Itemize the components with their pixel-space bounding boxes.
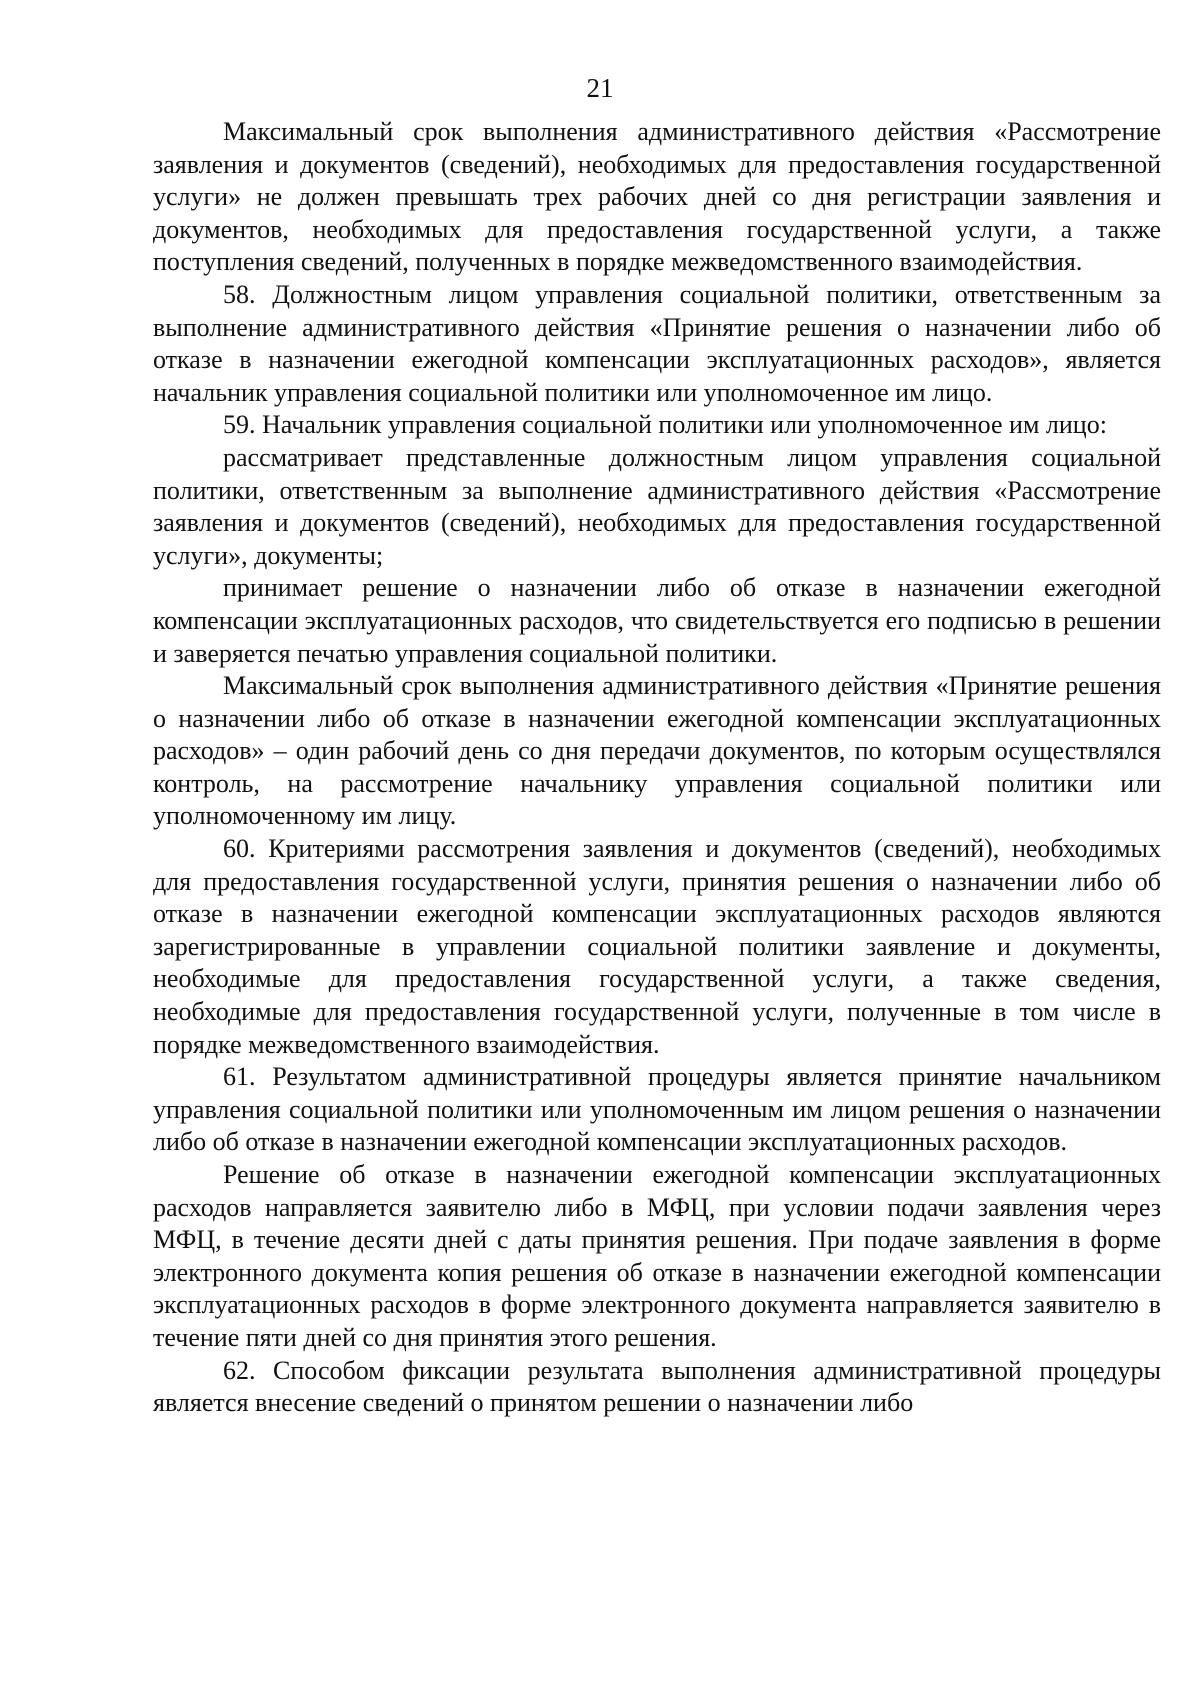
paragraph-max-term-decision: Максимальный срок выполнения административного действия «Принятие решения о назначении либо об отказе в назначении ежегодной компенсации эксплуатационных расходов» – один рабочий день со дня передачи документов, по которым осуществлялся контроль, на рассмотрение начальнику управления социальной политики или уполномоченному им лицу. xyxy=(153,671,1161,831)
page-number: 21 xyxy=(586,73,614,103)
paragraph-58: 58. Должностным лицом управления социальной политики, ответственным за выполнение административного действия «Принятие решения о назначении либо об отказе в назначении ежегодной компенсации эксплуатационных расходов», является начальник управления социальной политики или уполномоченное им лицо. xyxy=(153,279,1161,407)
paragraph-62: 62. Способом фиксации результата выполнения административной процедуры является внесение сведений о принятом решении о назначении либо xyxy=(153,1355,1161,1418)
paragraph-max-term-review: Максимальный срок выполнения административного действия «Рассмотрение заявления и документов (сведений), необходимых для предоставления государственной услуги» не должен превышать трех рабочих дней со дня регистрации заявления и документов, необходимых для предоставления государственной услуги, а также поступления сведений, полученных в порядке межведомственного взаимодействия. xyxy=(153,117,1161,277)
paragraph-refusal-decision: Решение об отказе в назначении ежегодной компенсации эксплуатационных расходов направляется заявителю либо в МФЦ, при условии подачи заявления через МФЦ, в течение десяти дней с даты принятия решения. При подаче заявления в форме электронного документа копия решения об отказе в назначении ежегодной компенсации эксплуатационных расходов в форме электронного документа направляется заявителю в течение пяти дней со дня принятия этого решения. xyxy=(153,1160,1161,1352)
paragraph-60: 60. Критериями рассмотрения заявления и документов (сведений), необходимых для предоставления государственной услуги, принятия решения о назначении либо об отказе в назначении ежегодной компенсации эксплуатационных расходов являются зарегистрированные в управлении социальной политики заявление и документы, необходимые для предоставления государственной услуги, а также сведения, необходимые для предоставления государственной услуги, полученные в том числе в порядке межведомственного взаимодействия. xyxy=(153,834,1161,1059)
paragraph-59-reviews: рассматривает представленные должностным лицом управления социальной политики, ответственным за выполнение административного действия «Рассмотрение заявления и документов (сведений), необходимых для предоставления государственной услуги», документы; xyxy=(153,442,1161,570)
paragraph-61: 61. Результатом административной процедуры является принятие начальником управления социальной политики или уполномоченным им лицом решения о назначении либо об отказе в назначении ежегодной компенсации эксплуатационных расходов. xyxy=(153,1062,1161,1157)
paragraph-59-decides: принимает решение о назначении либо об отказе в назначении ежегодной компенсации эксплуатационных расходов, что свидетельствуется его подписью в решении и заверяется печатью управления социальной политики. xyxy=(153,573,1161,668)
paragraph-59: 59. Начальник управления социальной политики или уполномоченное им лицо: xyxy=(223,410,1107,440)
document-body xyxy=(153,116,1161,1420)
